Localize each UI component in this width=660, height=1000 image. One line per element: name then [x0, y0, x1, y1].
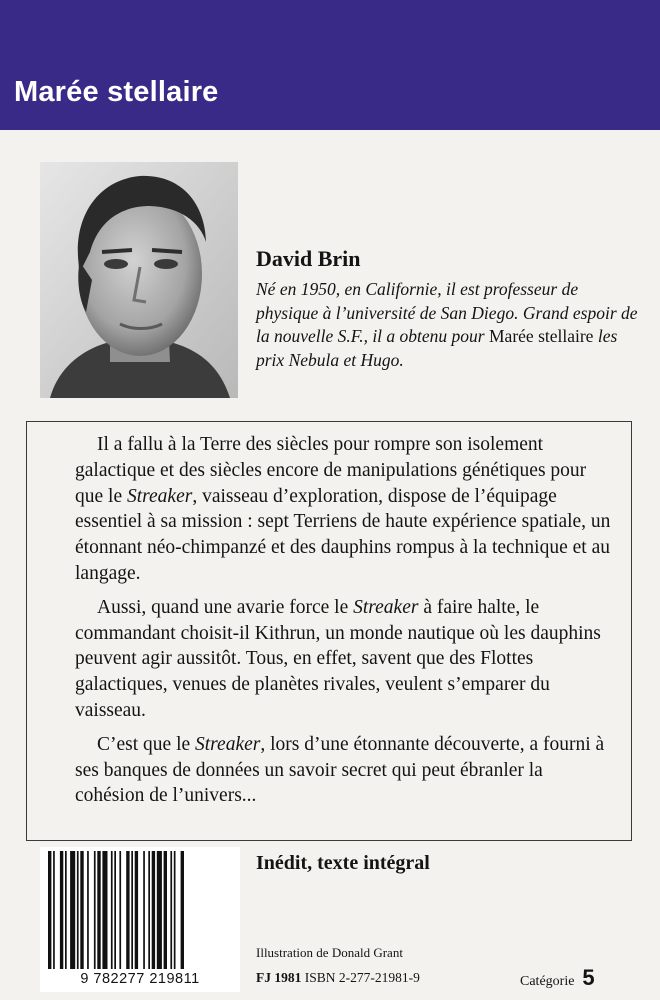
- ship-name: Streaker: [195, 733, 261, 755]
- author-bio-book-title: Marée stellaire: [489, 326, 594, 346]
- header-band: [0, 0, 660, 130]
- synopsis-text: à faire halte, le commandant choisit-il Kithrun, un monde nautique où les dauphins peuvent agir aussitôt. Tous, en effet, savent que des Flottes galactiques, venues de planètes rivales, veulent s’emparer du vaisseau.: [75, 596, 601, 721]
- synopsis-text: , vaisseau d’exploration, dispose de l’équipage essentiel à sa mission : sept Terriens de haute expérience spatiale, un étonnant néo-chimpanzé et des dauphins rompus à la technique et au langage.: [75, 485, 611, 584]
- isbn: ISBN 2-277-21981-9: [304, 970, 420, 985]
- author-photo: [40, 162, 238, 398]
- synopsis-text: , lors d’une étonnante découverte, a fourni à ses banques de données un savoir secret qui peut ébranler la cohésion de l’univers...: [75, 733, 605, 807]
- synopsis-paragraph-1: [75, 432, 611, 587]
- category: [520, 965, 595, 991]
- author-bio-prizes: les prix Nebula et Hugo.: [256, 326, 618, 370]
- barcode-digits: 9 782277 219811: [80, 971, 200, 987]
- category-number: 5: [582, 965, 595, 990]
- synopsis-text: C’est que le: [97, 733, 191, 755]
- author-name: David Brin: [256, 246, 361, 271]
- synopsis-text: Aussi, quand une avarie force le: [97, 596, 349, 618]
- ship-name: Streaker: [353, 596, 419, 618]
- ship-name: Streaker: [126, 485, 193, 507]
- illustration-credit: Illustration de Donald Grant: [256, 945, 403, 960]
- category-label: Catégorie: [520, 974, 575, 989]
- edition-note: Inédit, texte intégral: [256, 852, 430, 874]
- author-bio-text: Né en 1950, en Californie, il est professeur de physique à l’université de San Diego. Grand espoir de la nouvelle S.F., il a obtenu pour: [256, 279, 638, 346]
- synopsis-box: [26, 421, 632, 841]
- barcode-bars: [48, 851, 232, 971]
- synopsis-paragraph-3: [75, 732, 611, 809]
- book-title: Marée stellaire: [14, 76, 219, 108]
- barcode: [40, 847, 240, 992]
- synopsis-text: Il a fallu à la Terre des siècles pour rompre son isolement galactique et des siècles encore de manipulations génétiques pour que le: [75, 434, 587, 507]
- synopsis-paragraph-2: [75, 595, 611, 724]
- author-bio: [256, 278, 641, 372]
- catalog-code: FJ 1981: [256, 970, 302, 985]
